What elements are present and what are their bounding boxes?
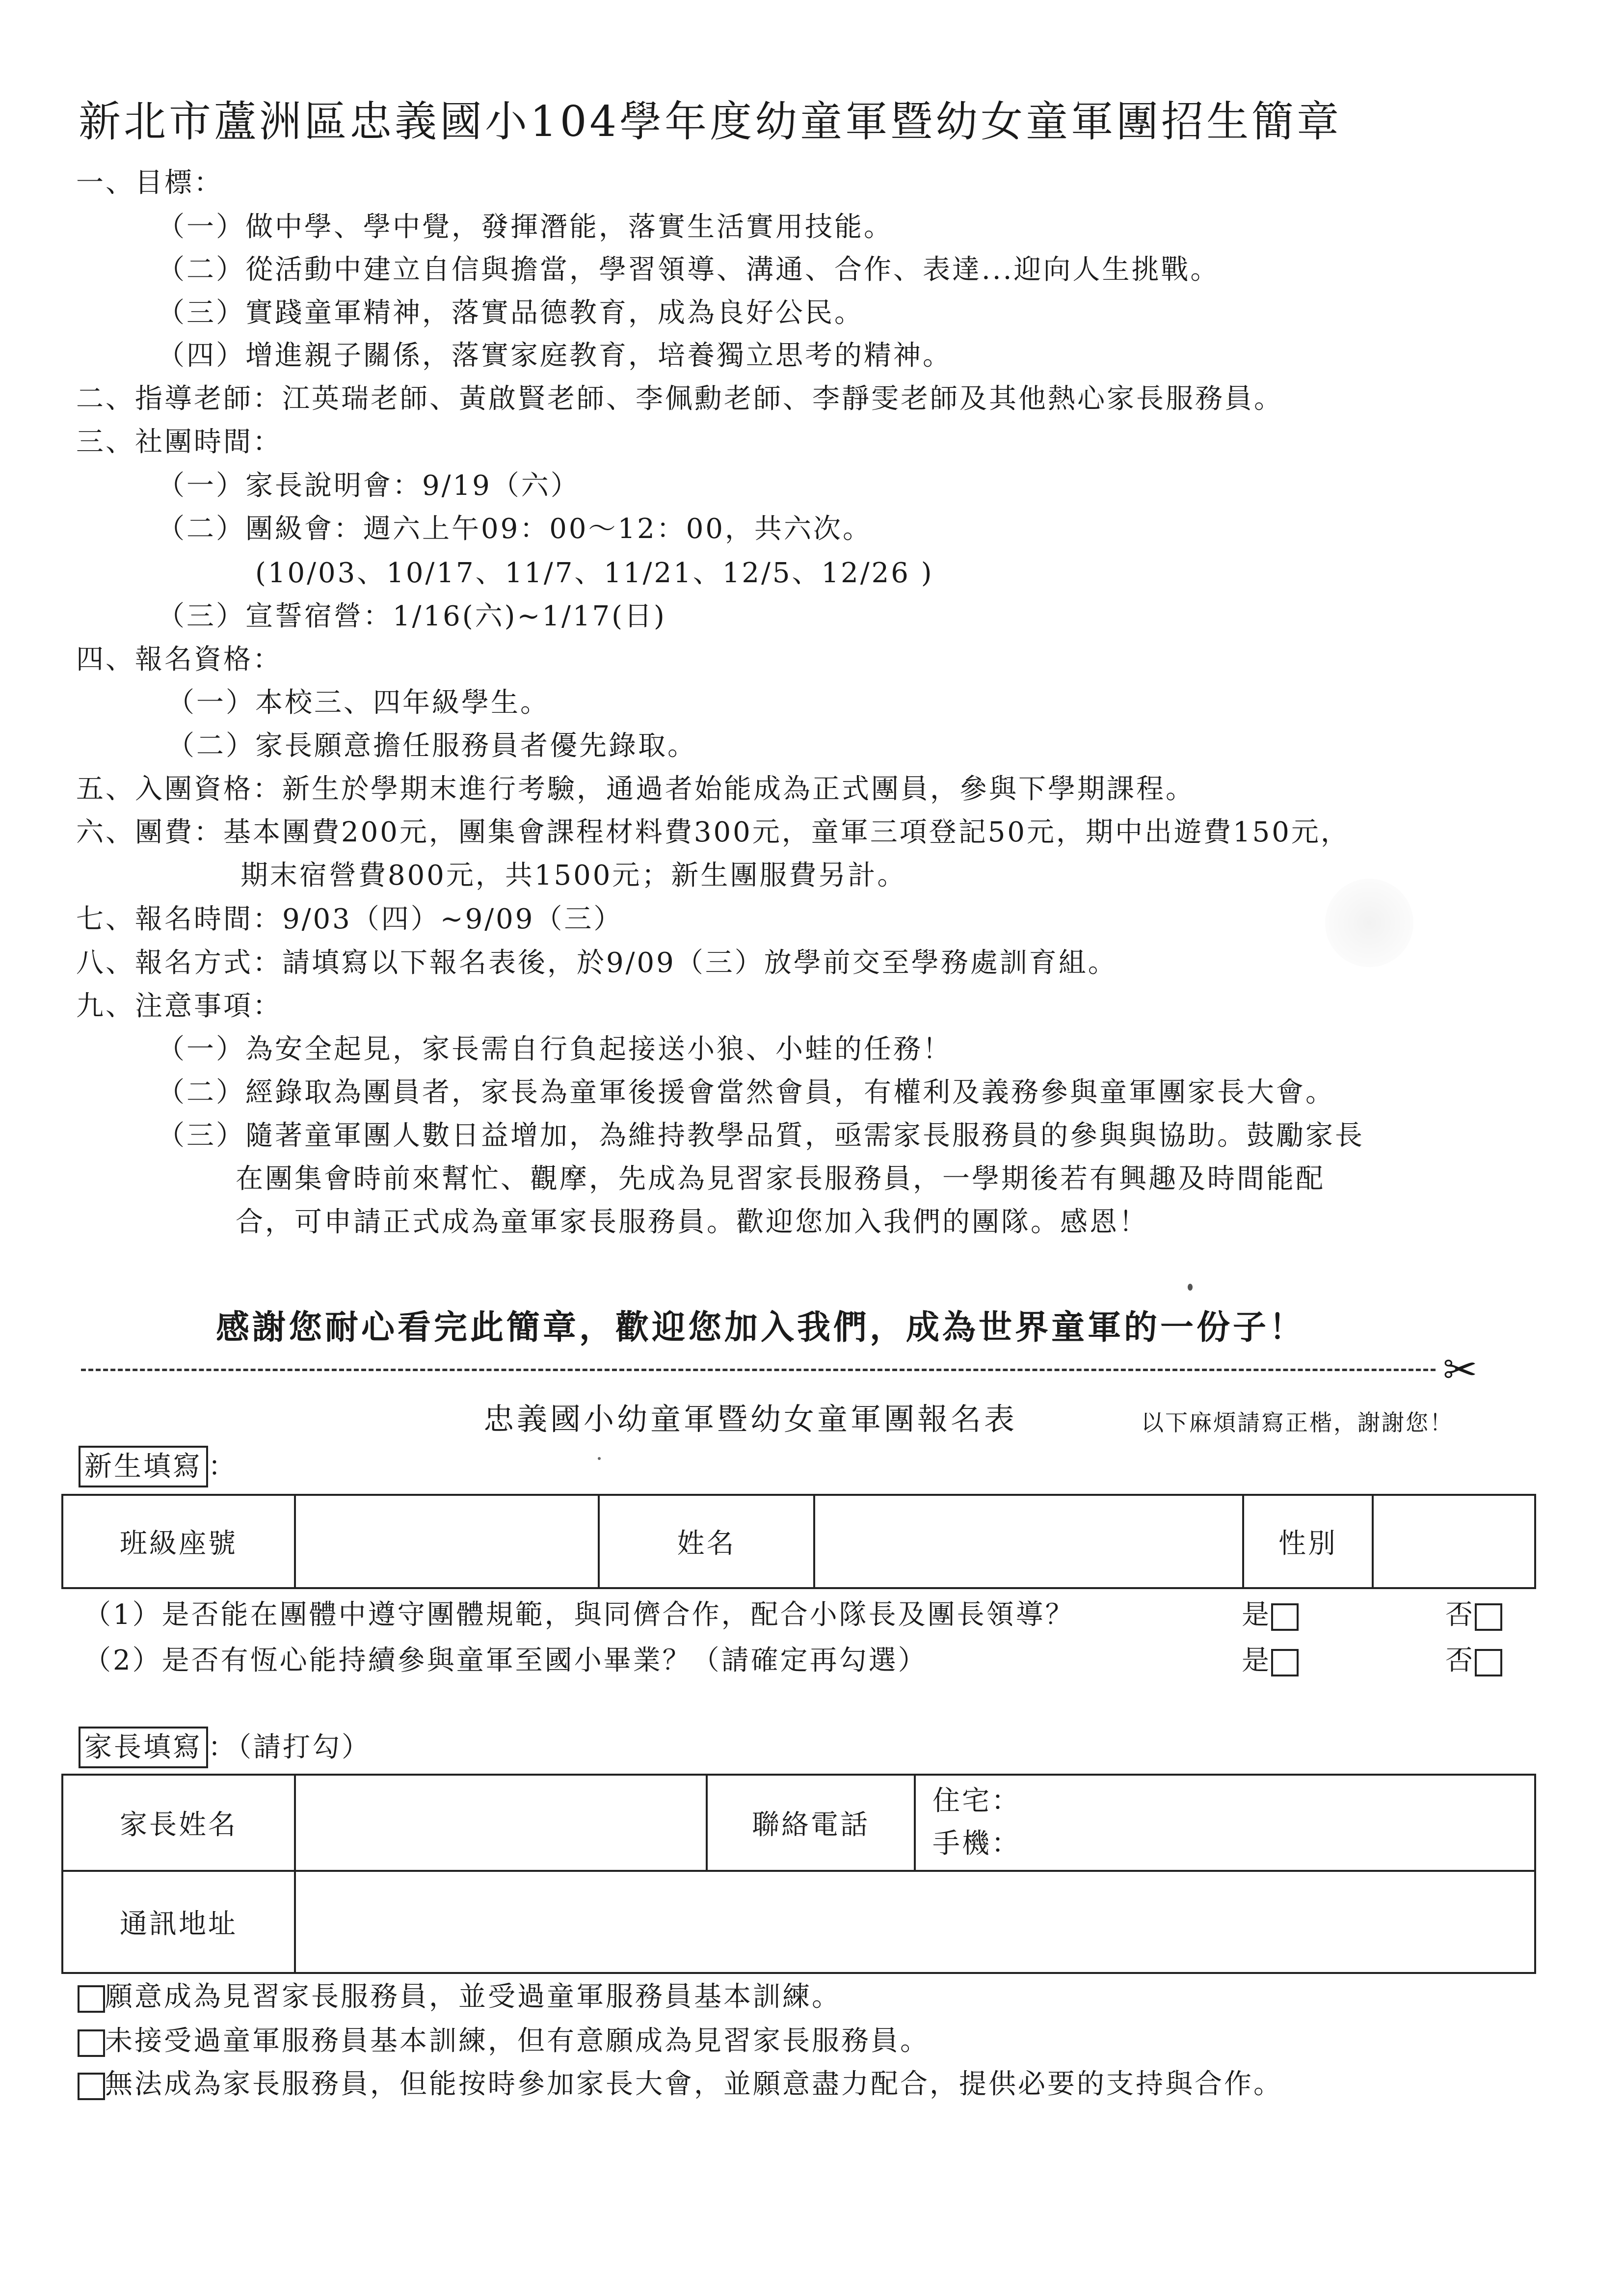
option-2 [78, 2027, 930, 2057]
notice-line: 四、報名資格： [76, 644, 282, 675]
parent-section-label: 家長填寫 [79, 1727, 208, 1768]
parent-info-table [61, 1774, 1536, 1974]
form-title: 忠義國小幼童軍暨幼女童軍團報名表 [483, 1401, 1018, 1437]
home-phone-label: 住宅： [932, 1785, 1021, 1817]
notice-line: （一）做中學、學中覺，發揮潛能，落實生活實用技能。 [157, 211, 893, 243]
question-2: （2）是否有恆心能持續參與童軍至國小畢業？（請確定再勾選） [83, 1645, 928, 1676]
class-seat-label: 班級座號 [62, 1495, 295, 1588]
form-note: 以下麻煩請寫正楷，謝謝您！ [1141, 1409, 1454, 1436]
question-2-yes-label: 是 [1242, 1645, 1271, 1676]
question-2-no-checkbox[interactable] [1475, 1649, 1502, 1676]
address-label: 通訊地址 [62, 1871, 295, 1973]
student-name-field[interactable] [814, 1495, 1243, 1588]
option-2-checkbox[interactable] [78, 2029, 105, 2057]
notice-line: （三）實踐童軍精神，落實品德教育，成為良好公民。 [157, 297, 864, 329]
option-1 [78, 1983, 841, 2013]
question-2-no [1445, 1647, 1502, 1676]
question-1: （1）是否能在團體中遵守團體規範，與同儕合作，配合小隊長及團長領導？ [83, 1599, 1075, 1631]
phone-label: 聯絡電話 [707, 1775, 915, 1871]
student-section-heading [79, 1453, 238, 1481]
student-name-label: 姓名 [599, 1495, 814, 1588]
student-section-suffix: ： [208, 1451, 238, 1483]
option-3-checkbox[interactable] [78, 2073, 105, 2100]
notice-line: 期末宿營費800元，共1500元；新生團服費另計。 [240, 860, 907, 891]
parent-name-field[interactable] [295, 1775, 707, 1871]
notice-line: （三）宣誓宿營：1/16(六)~1/17(日) [157, 600, 666, 632]
notice-line: （三）隨著童軍團人數日益增加，為維持教學品質，亟需家長服務員的參與與協助。鼓勵家長 [157, 1120, 1364, 1152]
gender-field[interactable] [1373, 1495, 1535, 1588]
address-field[interactable] [295, 1871, 1535, 1973]
scan-smudge [1325, 879, 1413, 967]
question-2-yes-checkbox[interactable] [1271, 1649, 1299, 1676]
notice-line: （二）經錄取為團員者，家長為童軍後援會當然會員，有權利及義務參與童軍團家長大會。 [157, 1077, 1335, 1108]
cut-line [81, 1369, 1436, 1371]
parent-section-heading [79, 1731, 371, 1763]
class-seat-field[interactable] [295, 1495, 599, 1588]
parent-section-suffix: ：（請打勾） [208, 1731, 371, 1763]
notice-line: 六、團費：基本團費200元，團集會課程材料費300元，童軍三項登記50元，期中出遊費150元， [76, 816, 1350, 848]
notice-line: （二）團級會：週六上午09：00～12：00，共六次。 [157, 513, 873, 545]
phone-field[interactable] [915, 1775, 1535, 1871]
notice-line: 一、目標： [76, 167, 223, 199]
notice-line: 七、報名時間：9/03（四）~9/09（三） [76, 903, 623, 935]
student-section-label: 新生填寫 [79, 1446, 208, 1487]
question-1-yes [1242, 1601, 1299, 1631]
notice-line: 三、社團時間： [76, 426, 282, 458]
notice-line: 五、入團資格：新生於學期末進行考驗，通過者始能成為正式團員，參與下學期課程。 [76, 773, 1195, 805]
notice-line: 合，可申請正式成為童軍家長服務員。歡迎您加入我們的團隊。感恩！ [236, 1206, 1148, 1238]
notice-line: （一）本校三、四年級學生。 [167, 687, 550, 719]
question-1-yes-checkbox[interactable] [1271, 1603, 1299, 1631]
option-2-label: 未接受過童軍服務員基本訓練，但有意願成為見習家長服務員。 [105, 2025, 930, 2057]
question-1-no-label: 否 [1445, 1599, 1475, 1631]
option-3 [78, 2068, 1283, 2100]
question-2-yes [1242, 1647, 1299, 1676]
notice-line: （二）從活動中建立自信與擔當，學習領導、溝通、合作、表達...迎向人生挑戰。 [157, 254, 1220, 286]
gender-label: 性別 [1243, 1495, 1373, 1588]
mobile-phone-label: 手機： [932, 1828, 1021, 1860]
option-1-checkbox[interactable] [78, 1985, 105, 2013]
option-1-label: 願意成為見習家長服務員，並受過童軍服務員基本訓練。 [105, 1981, 841, 2013]
notice-line: （四）增進親子關係，落實家庭教育，培養獨立思考的精神。 [157, 340, 952, 372]
notice-line: 在團集會時前來幫忙、觀摩，先成為見習家長服務員，一學期後若有興趣及時間能配 [236, 1163, 1325, 1195]
notice-line: (10/03、10/17、11/7、11/21、12/5、12/26 ) [255, 557, 934, 589]
student-info-table [61, 1494, 1536, 1589]
question-1-yes-label: 是 [1242, 1599, 1271, 1631]
notice-line: 二、指導老師：江英瑞老師、黃啟賢老師、李佩勳老師、李靜雯老師及其他熱心家長服務員。 [76, 383, 1283, 415]
page-title: 新北市蘆洲區忠義國小104學年度幼童軍暨幼女童軍團招生簡章 [79, 97, 1342, 146]
option-3-label: 無法成為家長服務員，但能按時參加家長大會，並願意盡力配合，提供必要的支持與合作。 [105, 2068, 1283, 2100]
notice-line: （二）家長願意擔任服務員者優先錄取。 [167, 730, 697, 762]
scissors-icon: ✂ [1443, 1346, 1478, 1394]
notice-line: （一）為安全起見，家長需自行負起接送小狼、小蛙的任務！ [157, 1033, 952, 1065]
thanks-message: 感謝您耐心看完此簡章，歡迎您加入我們，成為世界童軍的一份子！ [216, 1308, 1306, 1347]
question-2-no-label: 否 [1445, 1645, 1475, 1676]
notice-line: 八、報名方式：請填寫以下報名表後，於9/09（三）放學前交至學務處訓育組。 [76, 947, 1117, 979]
notice-line: （一）家長說明會：9/19（六） [157, 470, 580, 502]
question-1-no [1445, 1601, 1502, 1631]
question-1-no-checkbox[interactable] [1475, 1603, 1502, 1631]
scan-speck [1188, 1284, 1193, 1291]
scan-speck [598, 1457, 601, 1460]
notice-line: 九、注意事項： [76, 990, 282, 1022]
parent-name-label: 家長姓名 [62, 1775, 295, 1871]
